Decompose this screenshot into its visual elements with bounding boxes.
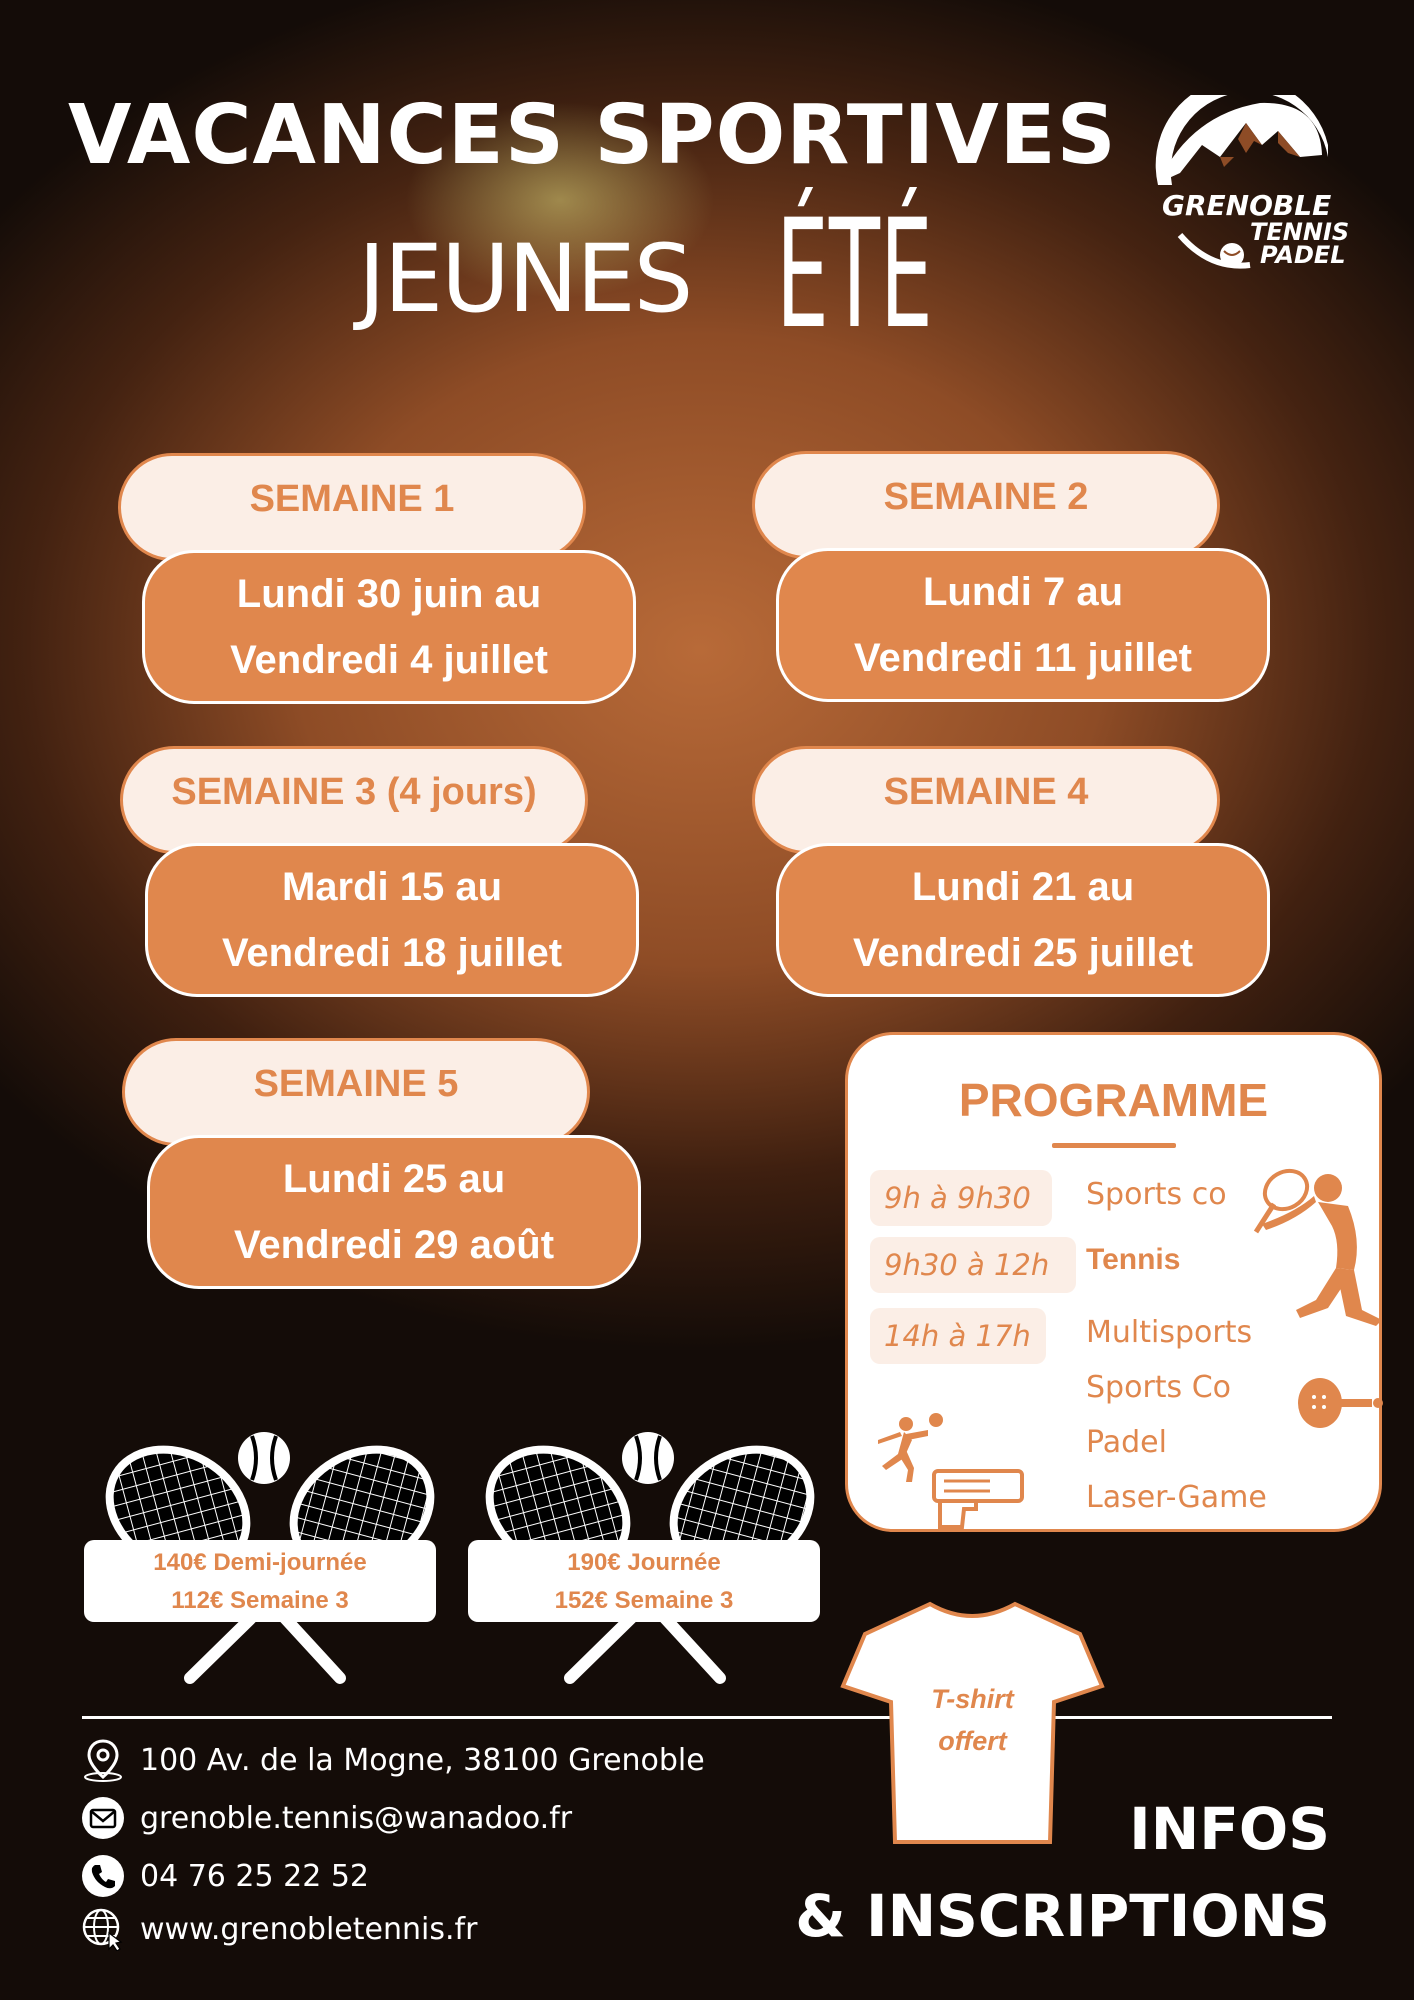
subtitle-ete: ÉTÉ	[776, 188, 933, 362]
tshirt-offer	[840, 1598, 1105, 1848]
footer-divider	[82, 1716, 1332, 1719]
logo-line2: TENNIS	[1250, 218, 1350, 246]
week-label: SEMAINE 4	[752, 746, 1220, 854]
tennis-ball-icon	[238, 1432, 290, 1484]
activity: Laser-Game	[1086, 1480, 1267, 1515]
infos-heading: INFOS	[1129, 1795, 1330, 1863]
phone-icon	[80, 1853, 126, 1899]
mountain-logo-icon	[1150, 95, 1370, 275]
time-slot: 14h à 17h	[870, 1308, 1046, 1364]
activity: Sports Co	[1086, 1370, 1232, 1405]
contact-website[interactable]: www.grenobletennis.fr	[80, 1904, 477, 1954]
laser-gun-icon	[930, 1465, 1030, 1531]
activity: Sports co	[1086, 1177, 1227, 1212]
week-label: SEMAINE 1	[118, 453, 586, 561]
inscriptions-heading: & INSCRIPTIONS	[795, 1882, 1330, 1950]
logo-line1: GRENOBLE	[1162, 189, 1332, 222]
week-dates: Lundi 25 au Vendredi 29 août	[147, 1135, 641, 1289]
mail-icon	[80, 1795, 126, 1841]
week-label: SEMAINE 2	[752, 451, 1220, 559]
club-logo	[1150, 95, 1370, 275]
padel-racket-icon	[1296, 1375, 1386, 1435]
logo-line3: PADEL	[1260, 241, 1346, 269]
subtitle-jeunes: JEUNES	[358, 225, 692, 334]
globe-icon	[80, 1906, 126, 1952]
week-dates: Lundi 30 juin au Vendredi 4 juillet	[142, 550, 636, 704]
activity: Padel	[1086, 1425, 1167, 1460]
page-title: VACANCES SPORTIVES	[68, 88, 1117, 183]
price-half-day: 140€ Demi-journée 112€ Semaine 3	[84, 1540, 436, 1622]
activity: Tennis	[1086, 1243, 1181, 1276]
time-slot: 9h30 à 12h	[870, 1237, 1076, 1293]
contact-phone[interactable]: 04 76 25 22 52	[80, 1851, 369, 1901]
week-dates: Mardi 15 au Vendredi 18 juillet	[145, 843, 639, 997]
tennis-player-icon	[1236, 1160, 1386, 1330]
programme-box	[845, 1032, 1382, 1532]
week-dates: Lundi 7 au Vendredi 11 juillet	[776, 548, 1270, 702]
week-label: SEMAINE 3 (4 jours)	[120, 746, 588, 854]
contact-address: 100 Av. de la Mogne, 38100 Grenoble	[80, 1735, 705, 1785]
contact-email[interactable]: grenoble.tennis@wanadoo.fr	[80, 1793, 572, 1843]
week-dates: Lundi 21 au Vendredi 25 juillet	[776, 843, 1270, 997]
time-slot: 9h à 9h30	[870, 1170, 1052, 1226]
programme-divider	[1052, 1143, 1176, 1148]
activity: Multisports	[1086, 1315, 1253, 1350]
location-icon	[80, 1737, 126, 1783]
price-full-day: 190€ Journée 152€ Semaine 3	[468, 1540, 820, 1622]
programme-title: PROGRAMME	[958, 1074, 1269, 1126]
tshirt-text: T-shirt offert	[931, 1684, 1014, 1756]
tennis-ball-icon	[622, 1432, 674, 1484]
week-label: SEMAINE 5	[122, 1038, 590, 1146]
